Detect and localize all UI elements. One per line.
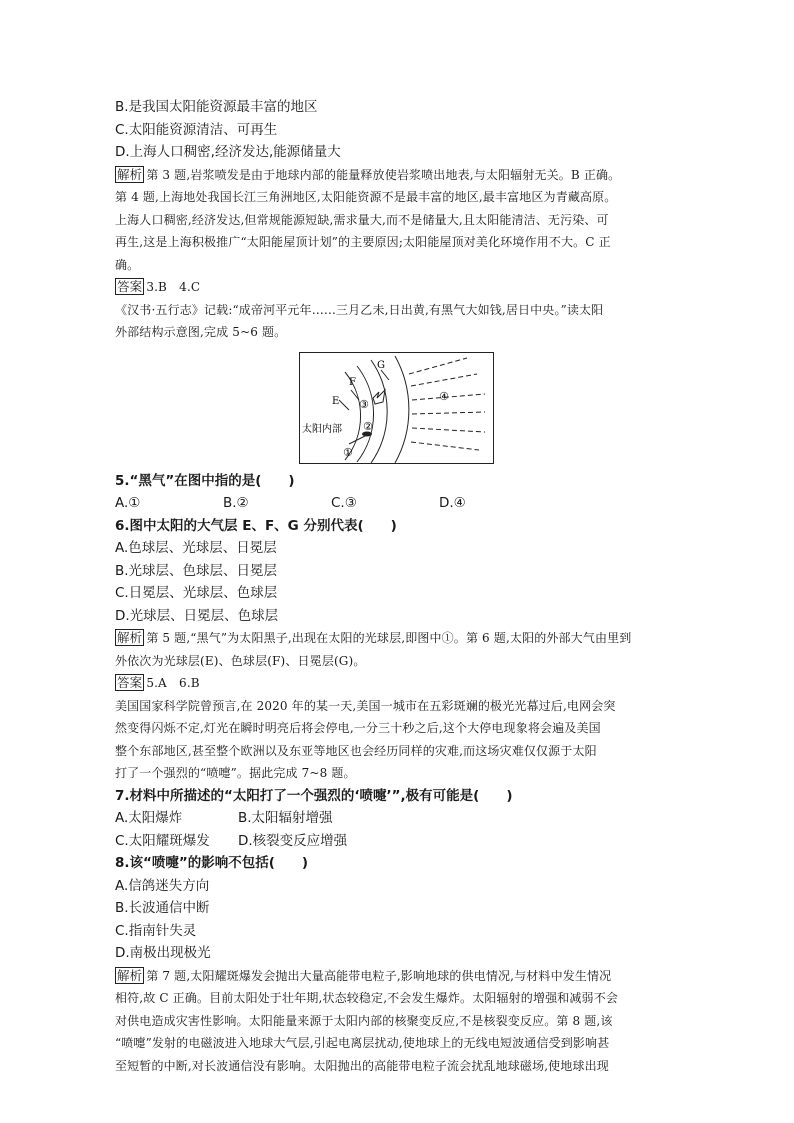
document-page [115, 96, 683, 1077]
analysis-line: 至短暂的中断,对长波通信没有影响。太阳抛出的高能带电粒子流会扰乱地球磁场,使地球出现 [115, 1058, 609, 1073]
label-F: F [349, 376, 356, 388]
option-a: A.色球层、光球层、日冕层 [115, 540, 277, 556]
analysis-block-1 [115, 164, 683, 277]
answer-line: 答案 3.B 4.C [117, 279, 201, 294]
analysis-line: 再生,这是上海积极推广“太阳能屋顶计划”的主要原因;太阳能屋顶对美化环境作用不大。C 正 [115, 235, 611, 249]
label-G: G [377, 359, 385, 371]
analysis-tag: 解析 [117, 166, 143, 182]
analysis-line: “喷嚏”发射的电磁波进入地球大气层,引起电离层扰动,使地球上的无线电短波通信受到影响甚 [115, 1036, 610, 1050]
question-stem: 《汉书·五行志》记载:“成帝河平元年……三月乙未,日出黄,有黑气大如钱,居日中央。”读太阳 [115, 302, 604, 317]
analysis-block-2 [115, 627, 683, 672]
answer-line: 答案 5.A 6.B [117, 675, 200, 690]
answer-tag: 答案 [117, 279, 143, 294]
analysis-line: 解析 第 5 题,“黑气”为太阳黑子,出现在太阳的光球层,即图中①。第 6 题,太阳的外部大气由里到 [117, 630, 632, 645]
option-c: C.指南针失灵 [115, 922, 197, 939]
analysis-block-3 [115, 965, 683, 1078]
question-6-stem: 6.图中太阳的大气层 E、F、G 分别代表( ) [115, 517, 397, 534]
option-b: B.② [223, 495, 249, 511]
question-stem: 整个东部地区,甚至整个欧洲以及东亚等地区也会经历同样的灾难,而这场灾难仅仅源于太阳 [115, 743, 597, 758]
question-stem: 打了一个强烈的“喷嚏”。据此完成 7~8 题。 [115, 766, 356, 780]
question-stem: 外部结构示意图,完成 5~6 题。 [115, 325, 287, 339]
analysis-line: 上海人口稠密,经济发达,但常规能源短缺,需求量大,而不是储量大,且太阳能清洁、无污染、可 [115, 212, 609, 227]
answer-tag: 答案 [117, 675, 143, 690]
sun-structure-diagram [299, 352, 494, 464]
question-7-options-row-2 [115, 830, 683, 853]
option-b: B.太阳辐射增强 [238, 810, 333, 826]
analysis-line: 相符,故 C 正确。目前太阳处于壮年期,状态较稳定,不会发生爆炸。太阳辐射的增强和减弱不会 [115, 991, 619, 1005]
question-5-options [115, 492, 683, 515]
option-b: B.长波通信中断 [115, 900, 210, 916]
option-d: D.南极出现极光 [115, 945, 211, 961]
label-sun-interior: 太阳内部 [302, 423, 342, 435]
analysis-line: 解析 第 3 题,岩浆喷发是由于地球内部的能量释放使岩浆喷出地表,与太阳辐射无关。B 正确。 [117, 166, 621, 182]
analysis-line: 解析 第 7 题,太阳耀斑爆发会抛出大量高能带电粒子,影响地球的供电情况,与材料中发生情况 [117, 967, 612, 983]
option-a: A.① [115, 495, 141, 511]
question-5-stem: 5.“黑气”在图中指的是( ) [115, 472, 295, 489]
question-stem: 美国国家科学院曾预言,在 2020 年的某一天,美国一城市在五彩斑斓的极光光幕过后,电网会突 [115, 698, 616, 713]
question-7-stem: 7.材料中所描述的“太阳打了一个强烈的‘喷嚏’”,极有可能是( ) [115, 787, 513, 804]
analysis-tag: 解析 [117, 630, 143, 645]
question-8-stem: 8.该“喷嚏”的影响不包括( ) [115, 855, 309, 871]
option-b: B.光球层、色球层、日冕层 [115, 562, 278, 579]
analysis-line: 确。 [115, 257, 140, 272]
label-2: ② [363, 419, 373, 433]
analysis-line: 对供电造成灾害性影响。太阳能量来源于太阳内部的核聚变反应,不是核裂变反应。第 8 题,该 [115, 1013, 613, 1028]
label-4: ④ [439, 389, 449, 403]
option-d: D.④ [439, 495, 466, 511]
option-c: C.太阳耀斑爆发 [115, 832, 210, 849]
analysis-tag: 解析 [117, 967, 143, 983]
option-c: C.日冕层、光球层、色球层 [115, 585, 278, 601]
label-E: E [332, 395, 340, 407]
label-3: ③ [359, 397, 369, 411]
question-stem: 然变得闪烁不定,灯光在瞬时明亮后将会停电,一分三十秒之后,这个大停电现象将会遍及美国 [115, 721, 601, 735]
option-c: C.③ [331, 495, 357, 511]
analysis-line: 第 4 题,上海地处我国长江三角洲地区,太阳能资源不是最丰富的地区,最丰富地区为青藏高原。 [115, 190, 617, 204]
option-line: D.上海人口稠密,经济发达,能源储量大 [115, 144, 341, 160]
sun-structure-figure [299, 352, 494, 464]
analysis-line: 外依次为光球层(E)、色球层(F)、日冕层(G)。 [115, 653, 366, 668]
option-a: A.信鸽迷失方向 [115, 877, 210, 894]
option-d: D.核裂变反应增强 [238, 832, 348, 849]
option-d: D.光球层、日冕层、色球层 [115, 607, 279, 624]
label-1: ① [343, 445, 353, 459]
question-7-options-row-1 [115, 807, 683, 830]
option-line: C.太阳能资源清洁、可再生 [115, 121, 278, 138]
option-a: A.太阳爆炸 [115, 810, 183, 826]
option-line: B.是我国太阳能资源最丰富的地区 [115, 99, 318, 115]
